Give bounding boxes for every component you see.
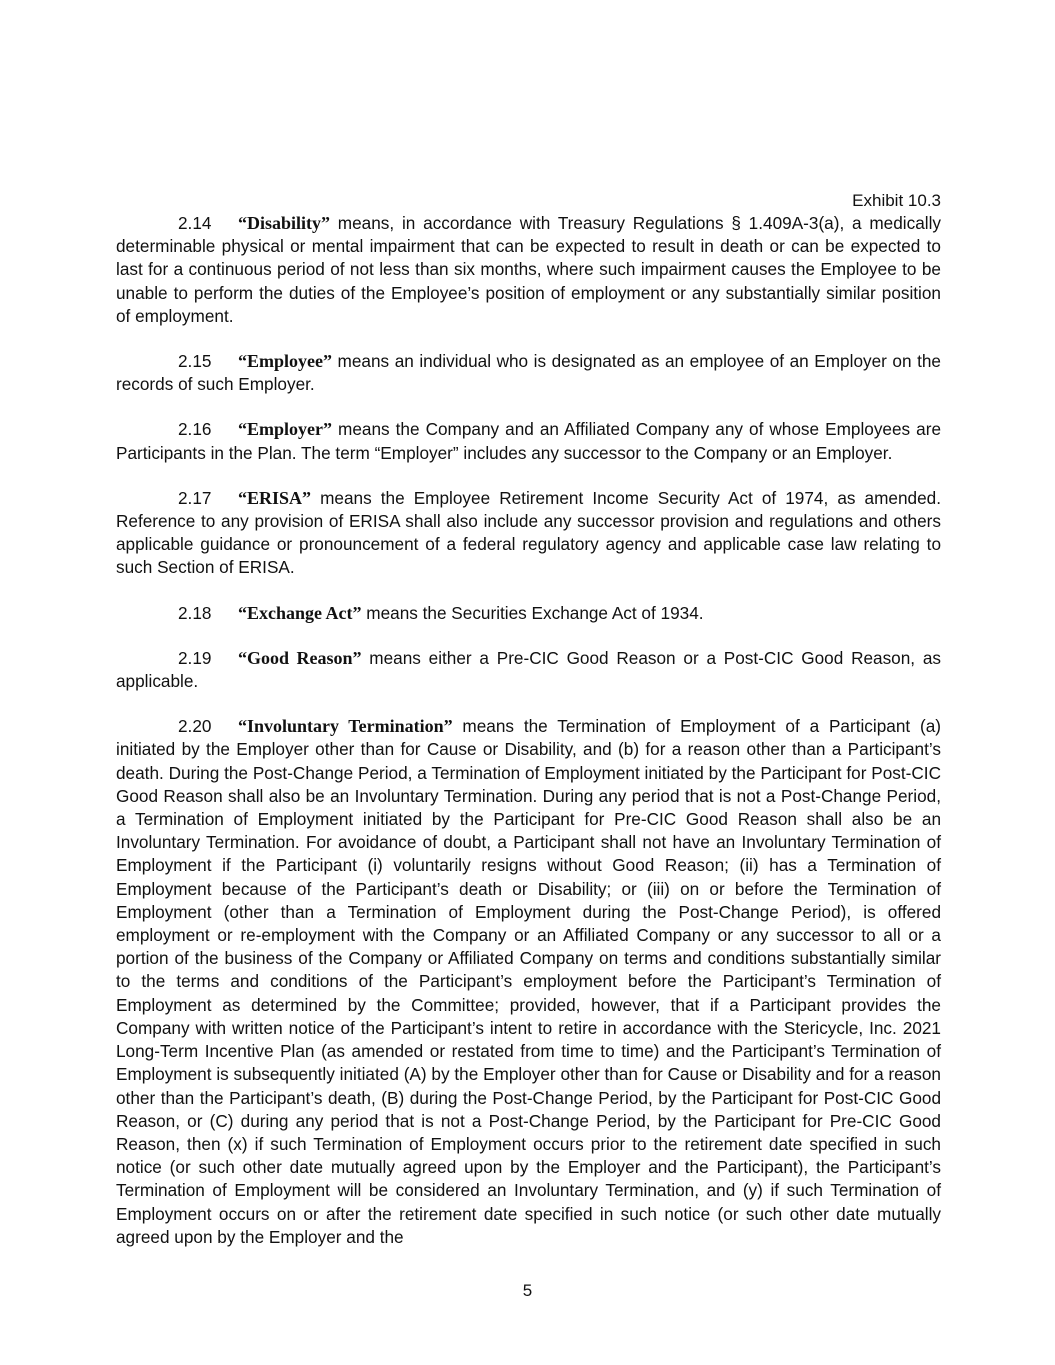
section-number: 2.18 <box>178 602 212 623</box>
definition-paragraph-good-reason <box>116 647 941 693</box>
section-number: 2.16 <box>178 419 212 440</box>
definitions-section <box>116 212 941 1271</box>
definition-text: means either a Pre-CIC Good Reason or a Post-CIC Good Reason, as applicable. <box>116 647 942 692</box>
definition-paragraph-involuntary-termination <box>116 715 941 1249</box>
defined-term: “ERISA” <box>238 487 312 508</box>
section-number: 2.19 <box>178 647 212 668</box>
definition-paragraph-employee <box>116 350 941 396</box>
definition-text: means the Employee Retirement Income Security Act of 1974, as amended. Reference to any provision of ERISA shall also include any successor provision and regulations and others applicable guidance or pronouncement of a federal regulatory agency and applicable case law relating to such Section of ERISA. <box>116 487 941 578</box>
page-number: 5 <box>522 1281 533 1300</box>
definition-text: means the Company and an Affiliated Company any of whose Employees are Participants in the Plan. The term “Employer” includes any successor to the Company or an Employer. <box>116 419 941 463</box>
definition-text: means the Securities Exchange Act of 1934. <box>361 602 704 623</box>
defined-term: “Involuntary Termination” <box>238 716 453 737</box>
defined-term: “Employer” <box>238 419 332 440</box>
definition-paragraph-employer <box>116 418 941 464</box>
definition-text: means, in accordance with Treasury Regulations § 1.409A-3(a), a medically determinable physical or mental impairment that can be expected to result in death or can be expected to last for a continuous period of not less than six months, where such impairment causes the Employee to be unable to perform the duties of the Employee’s position of employment or any substantially similar position of employment. <box>116 213 941 326</box>
definition-text: means the Termination of Employment of a Participant (a) initiated by the Employer other than for Cause or Disability, and (b) for a reason other than a Participant’s death. During the Post-Change Period, a Termination of Employment initiated by the Participant for Post-CIC Good Reason shall also be an Involuntary Termination. During any period that is not a Post-Change Period, a Termination of Employment initiated by the Participant for Pre-CIC Good Reason shall also be an Involuntary Termination. For avoidance of doubt, a Participant shall not have an Involuntary Termination of Employment if the Participant (i) voluntarily resigns without Good Reason; (ii) has a Termination of Employment because of the Participant’s death or Disability; or (iii) on or before the Termination of Employment (other than a Termination of Employment during the Post-Change Period), is offered employment or re-employment with the Company or an Affiliated Company or any successor to all or a portion of the business of the Company or Affiliated Company on terms and conditions substantially similar to the terms and conditions of the Participant’s employment before the Participant’s Termination of Employment as determined by the Committee; provided, however, that if a Participant provides the Company with written notice of the Participant’s intent to retire in accordance with the Stericycle, Inc. 2021 Long-Term Incentive Plan (as amended or restated from time to time) and the Participant’s Termination of Employment is subsequently initiated (A) by the Employer other than for Cause or Disability and for a reason other than the Participant’s death, (B) during the Post-Change Period, by the Participant for Post-CIC Good Reason, or (C) during any period that is not a Post-Change Period, by the Participant for Pre-CIC Good Reason, then (x) if such Termination of Employment occurs prior to the retirement date specified in such notice (or such other date mutually agreed upon by the Employer and the Participant), the Participant’s Termination of Employment will be considered an Involuntary Termination, and (y) if such Termination of Employment occurs on or after the retirement date specified in such notice (or such other date mutually agreed upon by the Employer and the <box>116 716 941 1247</box>
defined-term: “Employee” <box>238 351 332 372</box>
section-number: 2.17 <box>178 487 212 508</box>
definition-text: means an individual who is designated as an employee of an Employer on the records of such Employer. <box>116 351 941 395</box>
section-number: 2.14 <box>178 213 212 233</box>
definition-paragraph-exchange-act <box>116 602 941 625</box>
definition-paragraph-erisa <box>116 487 941 580</box>
defined-term: “Disability” <box>238 213 331 233</box>
exhibit-label: Exhibit 10.3 <box>852 191 941 210</box>
defined-term: “Good Reason” <box>238 647 362 668</box>
section-number: 2.15 <box>178 351 212 372</box>
defined-term: “Exchange Act” <box>238 602 362 623</box>
section-number: 2.20 <box>178 716 212 737</box>
definition-paragraph-disability <box>116 212 941 328</box>
